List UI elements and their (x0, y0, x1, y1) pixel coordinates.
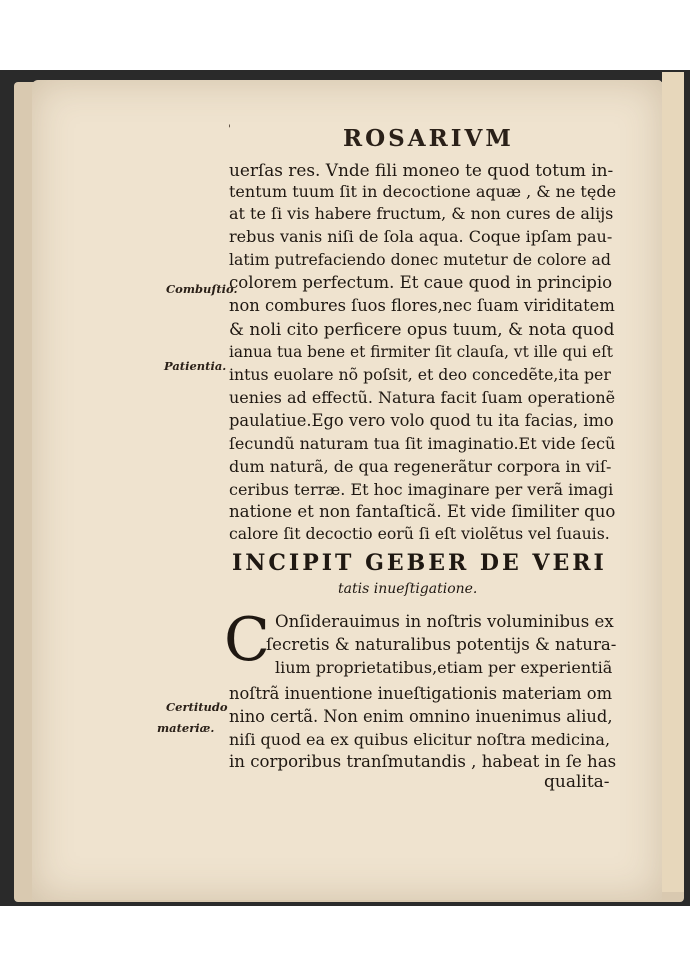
text-line: niſi quod ea ex quibus elicitur noſtra medicina, (229, 730, 611, 749)
text-line: & noli cito perficere opus tuum, & nota quod (229, 319, 615, 339)
margin-note: Certitudo (166, 700, 228, 714)
text-line: paulatiue.Ego vero volo quod tu ita facias, imo (229, 411, 614, 430)
margin-note: materiæ. (157, 721, 215, 735)
text-line: non combures ſuos flores,nec ſuam viriditatem (229, 296, 615, 315)
text-line: noſtrã inuentione inueſtigationis materiam om (229, 684, 613, 703)
text-line: natione et non fantaſticã. Et vide ſimiliter quo (229, 502, 616, 521)
catchword: qualita- (544, 772, 610, 792)
margin-note: Patientia. (164, 359, 227, 373)
text-line: in corporibus tranſmutandis , habeat in ſe has (229, 752, 617, 771)
running-head: ROSARIVM (343, 125, 514, 152)
text-line: uenies ad effectũ. Natura facit ſuam operationẽ (229, 388, 616, 407)
text-line: calore ſit decoctio eorũ ſi eſt violẽtus vel ſuauis. (229, 524, 610, 543)
text-line: colorem perfectum. Et caue quod in principio (229, 273, 613, 292)
text-line: rebus vanis niſi de ſola aqua. Coque ipſam pau- (229, 227, 613, 246)
text-line: intus euolare nõ poſsit, et deo concedẽte,ita per (229, 365, 611, 384)
text-line: ſecretis & naturalibus potentijs & natura- (266, 635, 617, 654)
text-line: tentum tuum ſit in decoctione aquæ , & ne tęde (229, 182, 617, 201)
text-line: dum naturã, de qua regenerãtur corpora in viſ- (229, 457, 612, 476)
drop-initial: C (224, 605, 270, 675)
text-line: ceribus terræ. Et hoc imaginare per verã imagi (229, 480, 614, 499)
section-subtitle: tatis inueſtigatione. (338, 581, 478, 597)
margin-note: Combuſtio. (166, 282, 238, 296)
text-line: lium proprietatibus,etiam per experientiã (275, 658, 613, 677)
text-line: nino certã. Non enim omnino inuenimus aliud, (229, 707, 613, 726)
page-mark: ' (228, 124, 231, 135)
facing-page-edge (662, 72, 684, 892)
section-title: INCIPIT GEBER DE VERI (232, 550, 607, 576)
text-line: Onſiderauimus in noſtris voluminibus ex (275, 612, 614, 631)
text-line: uerſas res. Vnde fili moneo te quod totum in- (229, 160, 614, 180)
text-line: latim putrefaciendo donec mutetur de colore ad (229, 250, 611, 269)
text-line: ianua tua bene et firmiter ſit clauſa, vt ille qui eſt (229, 343, 613, 361)
text-line: ſecundũ naturam tua ſit imaginatio.Et vide ſecũ (229, 434, 616, 453)
text-line: at te ſi vis habere fructum, & non cures de alijs (229, 204, 614, 223)
